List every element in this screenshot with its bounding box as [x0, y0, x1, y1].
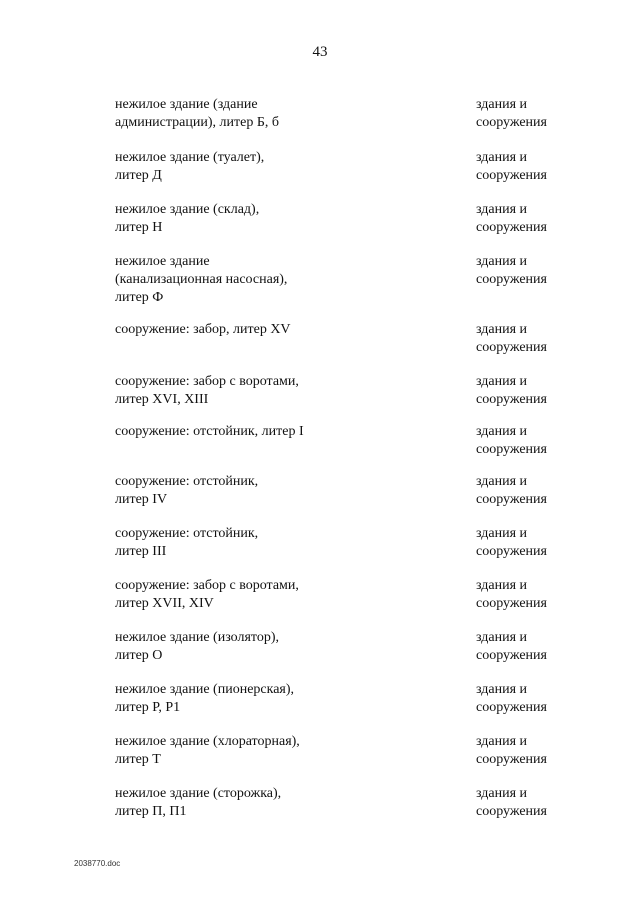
category-line: здания и — [476, 630, 528, 645]
object-description — [115, 733, 365, 769]
description-line: нежилое здание — [115, 254, 210, 269]
category-line: здания и — [476, 202, 528, 217]
description-line: литер Т — [115, 752, 161, 767]
object-category — [476, 373, 616, 409]
object-category — [476, 629, 616, 665]
object-category — [476, 149, 616, 185]
object-description — [115, 681, 365, 717]
object-category — [476, 96, 616, 132]
category-line: сооружения — [476, 272, 547, 287]
document-filename: 2038770.doc — [74, 859, 121, 868]
description-line: сооружение: отстойник, — [115, 526, 259, 541]
object-category — [476, 577, 616, 613]
page-number: 43 — [312, 44, 328, 60]
object-description — [115, 577, 365, 613]
object-category — [476, 253, 616, 289]
object-category — [476, 681, 616, 717]
category-line: сооружения — [476, 115, 547, 130]
description-line: (канализационная насосная), — [115, 272, 288, 287]
description-line: сооружение: отстойник, — [115, 474, 259, 489]
category-line: здания и — [476, 682, 528, 697]
description-line: сооружение: забор, литер XV — [115, 322, 291, 337]
object-description — [115, 473, 365, 509]
description-line: нежилое здание (хлораторная), — [115, 734, 300, 749]
category-line: сооружения — [476, 804, 547, 819]
category-line: здания и — [476, 97, 528, 112]
object-description — [115, 321, 365, 339]
description-line: нежилое здание (сторожка), — [115, 786, 282, 801]
description-line: литер О — [115, 648, 163, 663]
description-line: нежилое здание (склад), — [115, 202, 260, 217]
category-line: сооружения — [476, 220, 547, 235]
description-line: нежилое здание (здание — [115, 97, 258, 112]
description-line: нежилое здание (туалет), — [115, 150, 265, 165]
category-line: сооружения — [476, 442, 547, 457]
object-description — [115, 149, 365, 185]
category-line: здания и — [476, 322, 528, 337]
object-category — [476, 321, 616, 357]
description-line: литер Н — [115, 220, 163, 235]
object-description — [115, 785, 365, 821]
object-category — [476, 473, 616, 509]
category-line: здания и — [476, 254, 528, 269]
category-line: здания и — [476, 474, 528, 489]
object-category — [476, 525, 616, 561]
object-category — [476, 423, 616, 459]
category-line: здания и — [476, 734, 528, 749]
description-line: нежилое здание (пионерская), — [115, 682, 295, 697]
category-line: сооружения — [476, 752, 547, 767]
category-line: сооружения — [476, 700, 547, 715]
object-description — [115, 423, 365, 441]
category-line: здания и — [476, 578, 528, 593]
object-category — [476, 201, 616, 237]
category-line: здания и — [476, 424, 528, 439]
category-line: сооружения — [476, 392, 547, 407]
category-line: здания и — [476, 150, 528, 165]
description-line: литер Ф — [115, 290, 164, 305]
category-line: сооружения — [476, 168, 547, 183]
object-description — [115, 629, 365, 665]
object-description — [115, 253, 365, 307]
description-line: администрации), литер Б, б — [115, 115, 280, 130]
description-line: сооружение: забор с воротами, — [115, 578, 299, 593]
category-line: здания и — [476, 786, 528, 801]
category-line: сооружения — [476, 544, 547, 559]
description-line: сооружение: забор с воротами, — [115, 374, 299, 389]
object-category — [476, 785, 616, 821]
description-line: литер Д — [115, 168, 162, 183]
description-line: литер III — [115, 544, 167, 559]
object-category — [476, 733, 616, 769]
description-line: сооружение: отстойник, литер I — [115, 424, 304, 439]
description-line: литер XVI, XIII — [115, 392, 209, 407]
object-description — [115, 373, 365, 409]
category-line: сооружения — [476, 340, 547, 355]
description-line: нежилое здание (изолятор), — [115, 630, 279, 645]
category-line: сооружения — [476, 492, 547, 507]
description-line: литер XVII, XIV — [115, 596, 214, 611]
category-line: сооружения — [476, 596, 547, 611]
object-description — [115, 525, 365, 561]
object-description — [115, 201, 365, 237]
description-line: литер Р, Р1 — [115, 700, 181, 715]
category-line: сооружения — [476, 648, 547, 663]
category-line: здания и — [476, 374, 528, 389]
description-line: литер IV — [115, 492, 168, 507]
description-line: литер П, П1 — [115, 804, 187, 819]
object-description — [115, 96, 365, 132]
category-line: здания и — [476, 526, 528, 541]
